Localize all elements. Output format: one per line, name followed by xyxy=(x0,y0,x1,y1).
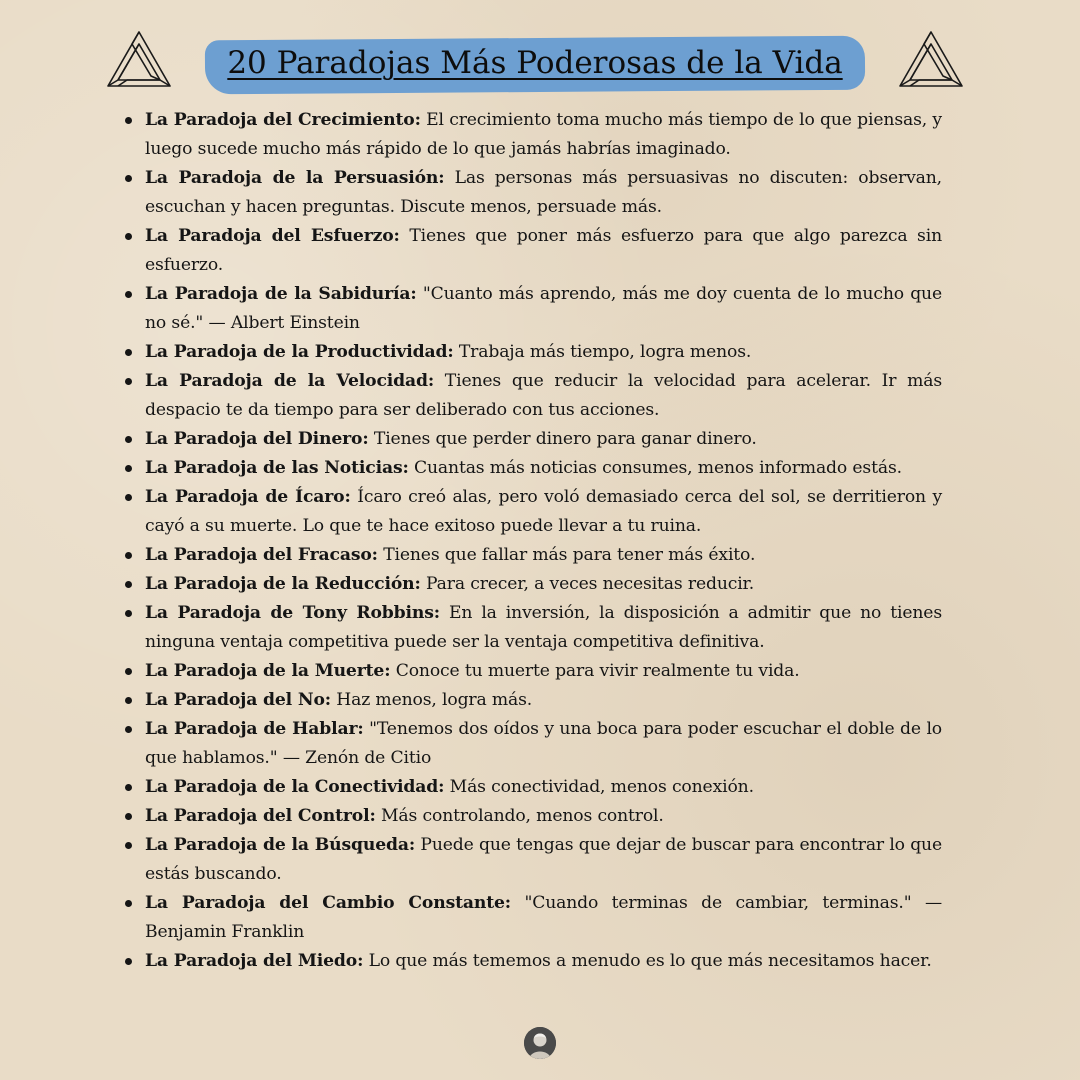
paradox-text: Tienes que perder dinero para ganar dinero. xyxy=(373,429,757,449)
bullet-icon xyxy=(125,552,132,559)
bullet-icon xyxy=(125,842,132,849)
paradox-text: Cuantas más noticias consumes, menos informado estás. xyxy=(414,458,902,478)
list-item xyxy=(120,773,942,802)
paradox-text: Haz menos, logra más. xyxy=(336,690,533,710)
paradox-term: La Paradoja de la Búsqueda: xyxy=(145,835,416,855)
paradox-text: Las personas más persuasivas no discuten: observan, escuchan y hacen preguntas. Discute menos, persuade más. xyxy=(145,168,942,217)
bullet-icon xyxy=(125,958,132,965)
bullet-icon xyxy=(125,436,132,443)
paradox-term: La Paradoja de la Reducción: xyxy=(145,574,421,594)
paradox-term: La Paradoja de la Sabiduría: xyxy=(145,284,417,304)
bullet-icon xyxy=(125,117,132,124)
list-item xyxy=(120,657,942,686)
paradox-term: La Paradoja del Dinero: xyxy=(145,429,369,449)
bullet-icon xyxy=(125,494,132,501)
list-item xyxy=(120,599,942,657)
paradox-term: La Paradoja de la Persuasión: xyxy=(145,168,445,188)
paradox-text: Trabaja más tiempo, logra menos. xyxy=(458,342,752,362)
paradox-term: La Paradoja del No: xyxy=(145,690,331,710)
paradox-term: La Paradoja de Ícaro: xyxy=(145,487,351,507)
paradox-text: "Cuando terminas de cambiar, terminas." — Benjamin Franklin xyxy=(145,893,942,942)
list-item xyxy=(120,338,942,367)
paradox-term: La Paradoja de las Noticias: xyxy=(145,458,409,478)
bullet-icon xyxy=(125,349,132,356)
paradox-term: La Paradoja de la Productividad: xyxy=(145,342,454,362)
paradox-text: El crecimiento toma mucho más tiempo de lo que piensas, y luego sucede mucho más rápido de lo que jamás habrías imaginado. xyxy=(145,110,942,159)
list-item xyxy=(120,715,942,773)
paradox-text: Tienes que reducir la velocidad para acelerar. Ir más despacio te da tiempo para ser deliberado con tus acciones. xyxy=(145,371,942,420)
list-item xyxy=(120,367,942,425)
list-item xyxy=(120,802,942,831)
paradox-term: La Paradoja de la Muerte: xyxy=(145,661,391,681)
paradox-term: La Paradoja del Control: xyxy=(145,806,376,826)
bullet-icon xyxy=(125,726,132,733)
author-avatar[interactable] xyxy=(524,1027,556,1059)
bullet-icon xyxy=(125,900,132,907)
penrose-triangle-icon-left xyxy=(104,28,174,92)
bullet-icon xyxy=(125,175,132,182)
page-title: 20 Paradojas Más Poderosas de la Vida xyxy=(227,45,843,81)
penrose-triangle-icon-right xyxy=(896,28,966,92)
paradox-term: La Paradoja de la Velocidad: xyxy=(145,371,435,391)
paradox-text: Lo que más tememos a menudo es lo que más necesitamos hacer. xyxy=(368,951,932,971)
list-item xyxy=(120,425,942,454)
bullet-icon xyxy=(125,697,132,704)
list-item xyxy=(120,889,942,947)
bullet-icon xyxy=(125,610,132,617)
list-item xyxy=(120,164,942,222)
bullet-icon xyxy=(125,784,132,791)
list-item xyxy=(120,541,942,570)
bullet-icon xyxy=(125,233,132,240)
paradox-term: La Paradoja de Tony Robbins: xyxy=(145,603,440,623)
paradox-text: Puede que tengas que dejar de buscar para encontrar lo que estás buscando. xyxy=(145,835,942,884)
bullet-icon xyxy=(125,581,132,588)
paradox-term: La Paradoja del Esfuerzo: xyxy=(145,226,400,246)
paradox-text: "Tenemos dos oídos y una boca para poder escuchar el doble de lo que hablamos." — Zenón de Citio xyxy=(145,719,942,768)
paradox-text: En la inversión, la disposición a admitir que no tienes ninguna ventaja competitiva puede ser la ventaja competitiva definitiva. xyxy=(145,603,942,652)
paradox-term: La Paradoja del Fracaso: xyxy=(145,545,378,565)
paradox-text: Tienes que poner más esfuerzo para que algo parezca sin esfuerzo. xyxy=(145,226,942,275)
list-item xyxy=(120,280,942,338)
list-item xyxy=(120,106,942,164)
paradox-text: Conoce tu muerte para vivir realmente tu vida. xyxy=(395,661,800,681)
list-item xyxy=(120,947,942,976)
paradox-text: Ícaro creó alas, pero voló demasiado cerca del sol, se derritieron y cayó a su muerte. Lo que te hace exitoso puede llevar a tu ruina. xyxy=(145,487,942,536)
list-item xyxy=(120,454,942,483)
title-banner xyxy=(205,36,865,96)
paradox-text: Más conectividad, menos conexión. xyxy=(449,777,754,797)
list-item xyxy=(120,483,942,541)
paradox-text: "Cuanto más aprendo, más me doy cuenta de lo mucho que no sé." — Albert Einstein xyxy=(145,284,942,333)
paradox-text: Más controlando, menos control. xyxy=(380,806,664,826)
paradox-term: La Paradoja del Cambio Constante: xyxy=(145,893,511,913)
paradox-list xyxy=(120,106,942,976)
paradox-term: La Paradoja del Miedo: xyxy=(145,951,364,971)
list-item xyxy=(120,686,942,715)
paradox-text: Para crecer, a veces necesitas reducir. xyxy=(426,574,755,594)
list-item xyxy=(120,222,942,280)
bullet-icon xyxy=(125,378,132,385)
avatar-icon xyxy=(524,1027,556,1059)
paradox-text: Tienes que fallar más para tener más éxito. xyxy=(383,545,756,565)
bullet-icon xyxy=(125,813,132,820)
paradox-term: La Paradoja de la Conectividad: xyxy=(145,777,445,797)
bullet-icon xyxy=(125,291,132,298)
bullet-icon xyxy=(125,465,132,472)
list-item xyxy=(120,570,942,599)
bullet-icon xyxy=(125,668,132,675)
paradox-term: La Paradoja de Hablar: xyxy=(145,719,364,739)
list-item xyxy=(120,831,942,889)
paradox-term: La Paradoja del Crecimiento: xyxy=(145,110,421,130)
